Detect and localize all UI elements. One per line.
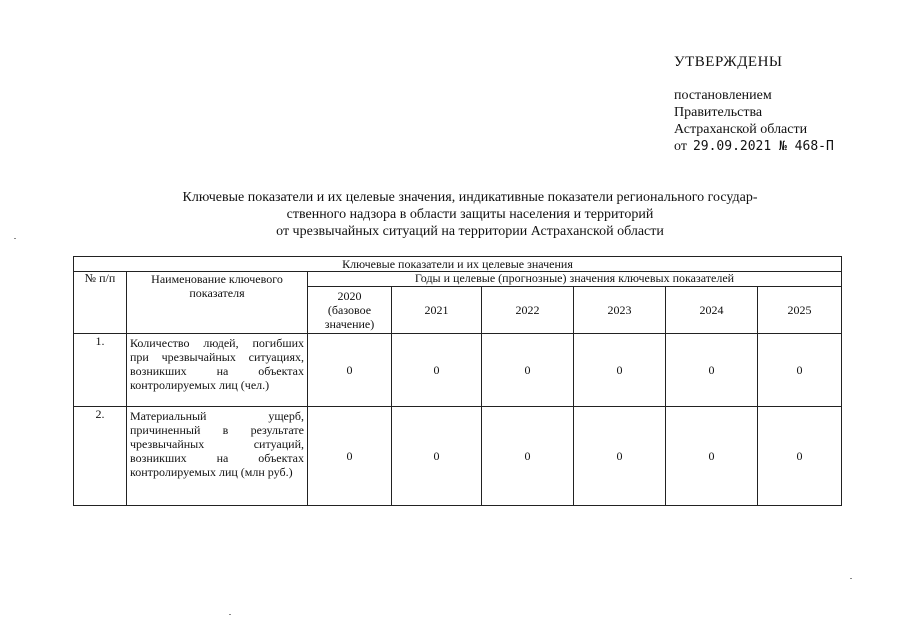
header-year-base-value: 2020 [337, 289, 362, 303]
row-value: 0 [574, 334, 666, 407]
header-year: 2023 [574, 287, 666, 334]
row-value: 0 [758, 334, 842, 407]
row-indicator-text: Материальный ущерб, причиненный в результате чрезвычайных ситуаций, возникших на объектах контролируемых лиц (млн руб.) [130, 409, 304, 479]
row-number: 1. [74, 334, 127, 407]
approval-date-prefix: от [674, 139, 687, 154]
approval-date-number: 29.09.2021 № 468-П [692, 139, 834, 154]
table-caption: Ключевые показатели и их целевые значения [74, 257, 842, 272]
kpi-table [73, 256, 842, 506]
header-number: № п/п [74, 272, 127, 334]
document-title [130, 189, 810, 240]
header-year: 2025 [758, 287, 842, 334]
header-year: 2021 [392, 287, 482, 334]
row-value: 0 [308, 407, 392, 506]
approval-block [674, 54, 894, 155]
row-value: 0 [574, 407, 666, 506]
scan-speck [850, 578, 852, 579]
row-number: 2. [74, 407, 127, 506]
row-value: 0 [482, 334, 574, 407]
approval-line-region: Астраханской области [674, 122, 808, 137]
row-value: 0 [666, 407, 758, 506]
approval-line-resolution: постановлением [674, 88, 772, 103]
header-year-base [308, 287, 392, 334]
document-title-line-3: от чрезвычайных ситуаций на территории Астраханской области [276, 224, 664, 239]
table-row [74, 407, 842, 506]
approval-line-government: Правительства [674, 105, 763, 120]
row-value: 0 [482, 407, 574, 506]
header-indicator-name: Наименование ключевого показателя [127, 272, 308, 334]
header-year: 2024 [666, 287, 758, 334]
table-caption-row [74, 257, 842, 272]
scan-speck [229, 614, 231, 615]
row-value: 0 [392, 407, 482, 506]
row-value: 0 [666, 334, 758, 407]
row-indicator-name [127, 407, 308, 506]
table-row [74, 334, 842, 407]
table-header-row [74, 272, 842, 287]
row-indicator-name [127, 334, 308, 407]
row-value: 0 [308, 334, 392, 407]
approval-heading: УТВЕРЖДЕНЫ [674, 54, 783, 70]
document-title-line-1: Ключевые показатели и их целевые значения, индикативные показатели регионального государ- [182, 190, 758, 205]
row-value: 0 [758, 407, 842, 506]
document-title-line-2: ственного надзора в области защиты населения и территорий [286, 207, 654, 222]
approval-date-line [674, 138, 894, 155]
header-year: 2022 [482, 287, 574, 334]
row-value: 0 [392, 334, 482, 407]
header-year-base-note: (базовое значение) [324, 303, 375, 331]
header-years-group: Годы и целевые (прогнозные) значения ключевых показателей [308, 272, 842, 287]
scan-speck [14, 238, 16, 239]
row-indicator-text: Количество людей, погибших при чрезвычайных ситуациях, возникших на объектах контролируемых лиц (чел.) [130, 336, 304, 392]
